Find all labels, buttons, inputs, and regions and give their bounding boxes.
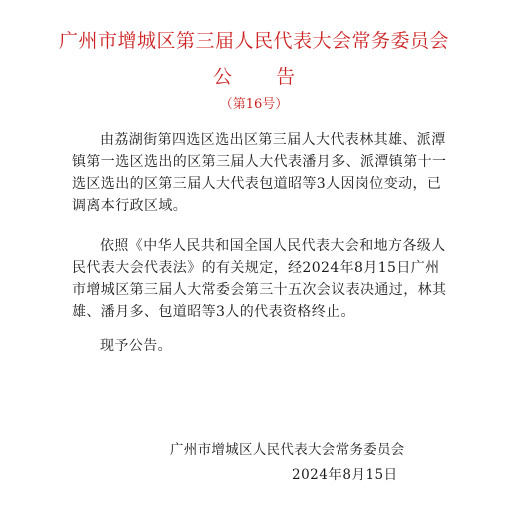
document-title: 广州市增城区第三届人民代表大会常务委员会: [58, 30, 449, 52]
signature-organization: 广州市增城区人民代表大会常务委员会: [170, 442, 405, 458]
signature-date: 2024年8月15日: [292, 467, 398, 483]
document-number: （第16号）: [219, 97, 289, 112]
body-paragraph-2: 依照《中华人民共和国全国人民代表大会和地方各级人民代表大会代表法》的有关规定，经2024年8月15日广州市增城区第三届人大常委会第三十五次会议表决通过，林其雄、潘月多、包道昭等3人的代表资格终止。: [72, 238, 447, 320]
body-paragraph-3: 现予公告。: [100, 338, 172, 354]
body-paragraph-1: 由荔湖街第四选区选出区第三届人大代表林其雄、派潭镇第一选区选出的区第三届人大代表潘月多、派潭镇第十一选区选出的区第三届人大代表包道昭等3人因岗位变动，已调离本行政区域。: [72, 132, 447, 214]
document-subtitle: 公告: [212, 66, 339, 88]
